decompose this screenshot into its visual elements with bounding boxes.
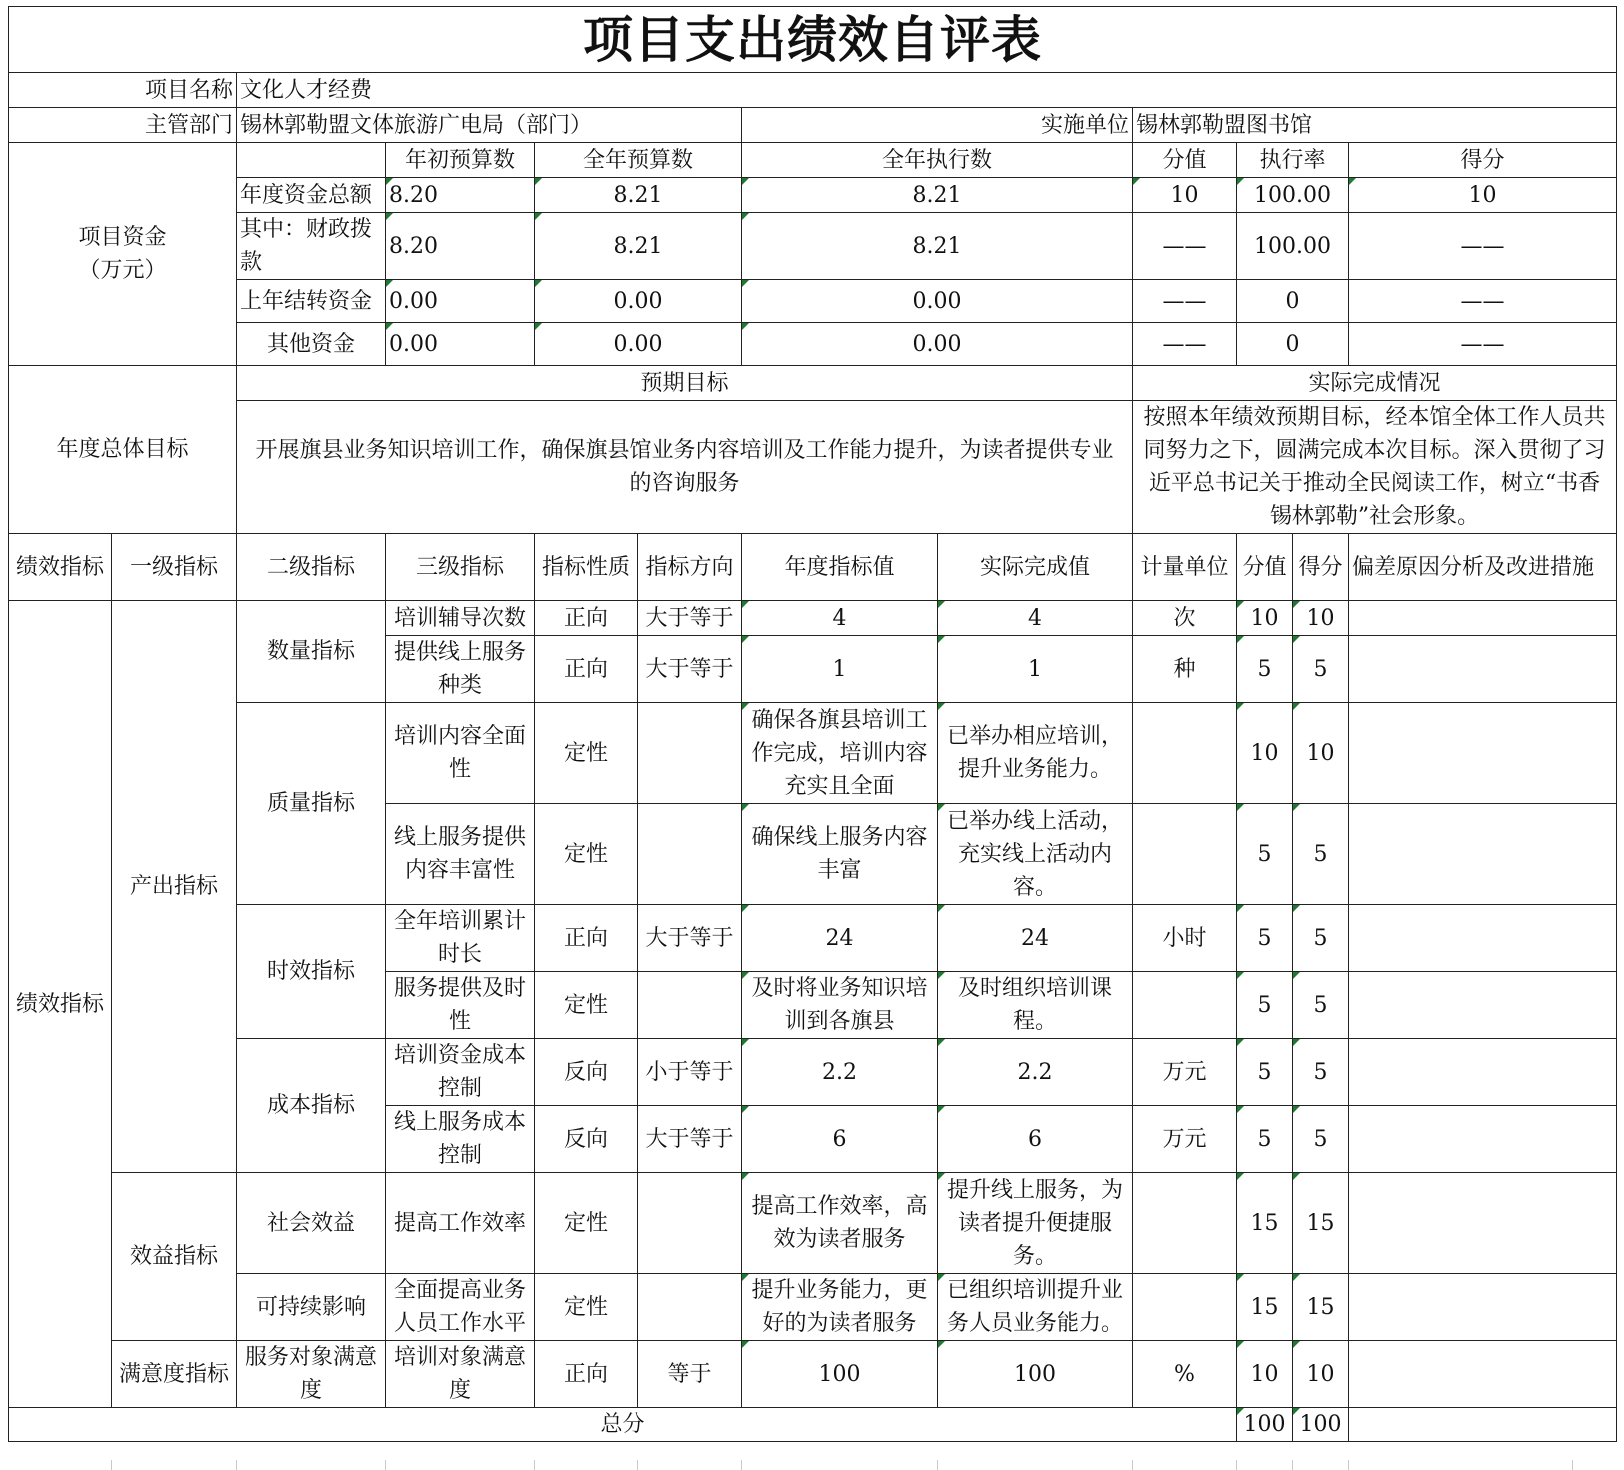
deviation-cell — [1349, 1106, 1617, 1173]
unit-cell — [1133, 972, 1237, 1039]
actual-cell: 24 — [938, 905, 1133, 972]
deviation-cell — [1349, 601, 1617, 636]
unit-cell: 小时 — [1133, 905, 1237, 972]
funds-row-annual: 8.21 — [535, 178, 742, 213]
weight-cell: 10 — [1237, 703, 1293, 804]
unit-cell: 种 — [1133, 636, 1237, 703]
funds-row-score-value: —— — [1133, 280, 1237, 323]
nature-cell: 反向 — [535, 1039, 638, 1106]
nature-cell: 定性 — [535, 804, 638, 905]
actual-cell: 提升线上服务，为读者提升便捷服务。 — [938, 1173, 1133, 1274]
deviation-cell — [1349, 905, 1617, 972]
unit-cell: 次 — [1133, 601, 1237, 636]
unit-cell: 万元 — [1133, 1039, 1237, 1106]
direction-cell: 大于等于 — [638, 601, 742, 636]
funds-label — [9, 143, 237, 366]
total-deviation — [1349, 1408, 1617, 1442]
goals-expected-text: 开展旗县业务知识培训工作，确保旗县馆业务内容培训及工作能力提升，为读者提供专业的咨询服务 — [237, 401, 1133, 534]
project-name-value: 文化人才经费 — [237, 73, 1617, 108]
direction-cell — [638, 1173, 742, 1274]
funds-label-unit: （万元） — [78, 258, 167, 283]
direction-cell: 大于等于 — [638, 636, 742, 703]
funds-row-name: 年度资金总额 — [237, 178, 386, 213]
weight-cell: 5 — [1237, 1106, 1293, 1173]
funds-row-rate: 100.00 — [1237, 213, 1349, 280]
score-cell: 5 — [1293, 972, 1349, 1039]
funds-row-annual: 0.00 — [535, 323, 742, 366]
level2-service-satisfaction: 服务对象满意度 — [237, 1341, 386, 1408]
level3-cell: 培训辅导次数 — [386, 601, 535, 636]
funds-row-rate: 0 — [1237, 323, 1349, 366]
weight-cell: 10 — [1237, 1341, 1293, 1408]
nature-cell: 正向 — [535, 1341, 638, 1408]
funds-row-score-value: —— — [1133, 323, 1237, 366]
ind-header-score: 得分 — [1293, 534, 1349, 601]
unit-cell: 万元 — [1133, 1106, 1237, 1173]
total-label: 总分 — [9, 1408, 1237, 1442]
sheet-gridlines — [8, 1460, 1616, 1470]
ind-header-level3: 三级指标 — [386, 534, 535, 601]
target-cell: 提高工作效率，高效为读者服务 — [742, 1173, 938, 1274]
nature-cell: 反向 — [535, 1106, 638, 1173]
funds-row-score: 10 — [1349, 178, 1617, 213]
score-cell: 5 — [1293, 636, 1349, 703]
level2-social: 社会效益 — [237, 1173, 386, 1274]
score-cell: 5 — [1293, 804, 1349, 905]
weight-cell: 5 — [1237, 1039, 1293, 1106]
deviation-cell — [1349, 636, 1617, 703]
indicator-row — [9, 703, 1617, 804]
direction-cell — [638, 972, 742, 1039]
ind-header-deviation: 偏差原因分析及改进措施 — [1349, 534, 1617, 601]
level3-cell: 提供线上服务种类 — [386, 636, 535, 703]
ind-header-actual: 实际完成值 — [938, 534, 1133, 601]
actual-cell: 已举办相应培训，提升业务能力。 — [938, 703, 1133, 804]
funds-header-score-value: 分值 — [1133, 143, 1237, 178]
goals-actual-header: 实际完成情况 — [1133, 366, 1617, 401]
funds-row-rate: 0 — [1237, 280, 1349, 323]
target-cell: 6 — [742, 1106, 938, 1173]
funds-row-score-value: 10 — [1133, 178, 1237, 213]
funds-row-executed: 0.00 — [742, 280, 1133, 323]
direction-cell: 大于等于 — [638, 905, 742, 972]
ind-header-direction: 指标方向 — [638, 534, 742, 601]
direction-cell — [638, 1274, 742, 1341]
level1-satisfaction: 满意度指标 — [112, 1341, 237, 1408]
target-cell: 1 — [742, 636, 938, 703]
direction-cell: 大于等于 — [638, 1106, 742, 1173]
weight-cell: 5 — [1237, 972, 1293, 1039]
weight-cell: 15 — [1237, 1173, 1293, 1274]
score-cell: 10 — [1293, 1341, 1349, 1408]
level3-cell: 培训内容全面性 — [386, 703, 535, 804]
nature-cell: 正向 — [535, 601, 638, 636]
dept-label: 主管部门 — [9, 108, 237, 143]
funds-label-text: 项目资金 — [78, 225, 167, 250]
deviation-cell — [1349, 703, 1617, 804]
actual-cell: 6 — [938, 1106, 1133, 1173]
level3-cell: 培训资金成本控制 — [386, 1039, 535, 1106]
direction-cell: 等于 — [638, 1341, 742, 1408]
funds-header-initial: 年初预算数 — [386, 143, 535, 178]
score-cell: 15 — [1293, 1274, 1349, 1341]
indicator-row — [9, 1274, 1617, 1341]
nature-cell: 定性 — [535, 1173, 638, 1274]
ind-header-weight: 分值 — [1237, 534, 1293, 601]
actual-cell: 已组织培训提升业务人员业务能力。 — [938, 1274, 1133, 1341]
score-cell: 5 — [1293, 905, 1349, 972]
performance-table — [8, 6, 1617, 1442]
weight-cell: 5 — [1237, 636, 1293, 703]
level3-cell: 线上服务提供内容丰富性 — [386, 804, 535, 905]
ind-header-unit: 计量单位 — [1133, 534, 1237, 601]
funds-row-score-value: —— — [1133, 213, 1237, 280]
level2-cost: 成本指标 — [237, 1039, 386, 1173]
level3-cell: 全面提高业务人员工作水平 — [386, 1274, 535, 1341]
indicator-row — [9, 1039, 1617, 1106]
score-cell: 10 — [1293, 601, 1349, 636]
funds-row-score: —— — [1349, 323, 1617, 366]
direction-cell — [638, 703, 742, 804]
funds-row-score: —— — [1349, 213, 1617, 280]
level1-output: 产出指标 — [112, 601, 237, 1173]
weight-cell: 10 — [1237, 601, 1293, 636]
indicator-row — [9, 905, 1617, 972]
unit-value: 锡林郭勒盟图书馆 — [1133, 108, 1617, 143]
level3-cell: 提高工作效率 — [386, 1173, 535, 1274]
funds-row-name: 其他资金 — [237, 323, 386, 366]
deviation-cell — [1349, 1039, 1617, 1106]
level1-benefit: 效益指标 — [112, 1173, 237, 1341]
unit-label: 实施单位 — [742, 108, 1133, 143]
level3-cell: 培训对象满意度 — [386, 1341, 535, 1408]
dept-value: 锡林郭勒盟文体旅游广电局（部门） — [237, 108, 742, 143]
score-cell: 10 — [1293, 703, 1349, 804]
indicator-row — [9, 1341, 1617, 1408]
weight-cell: 5 — [1237, 905, 1293, 972]
funds-row-name: 上年结转资金 — [237, 280, 386, 323]
target-cell: 2.2 — [742, 1039, 938, 1106]
unit-cell — [1133, 1173, 1237, 1274]
funds-header-score: 得分 — [1349, 143, 1617, 178]
indicator-row — [9, 601, 1617, 636]
funds-row-initial: 0.00 — [386, 280, 535, 323]
ind-header-level1: 一级指标 — [112, 534, 237, 601]
level3-cell: 线上服务成本控制 — [386, 1106, 535, 1173]
actual-cell: 2.2 — [938, 1039, 1133, 1106]
unit-cell — [1133, 804, 1237, 905]
nature-cell: 正向 — [535, 905, 638, 972]
goals-expected-header: 预期目标 — [237, 366, 1133, 401]
target-cell: 提升业务能力，更好的为读者服务 — [742, 1274, 938, 1341]
funds-header-rate: 执行率 — [1237, 143, 1349, 178]
funds-row-rate: 100.00 — [1237, 178, 1349, 213]
unit-cell: % — [1133, 1341, 1237, 1408]
actual-cell: 及时组织培训课程。 — [938, 972, 1133, 1039]
funds-row-initial: 0.00 — [386, 323, 535, 366]
funds-row — [9, 213, 1617, 280]
funds-row — [9, 280, 1617, 323]
target-cell: 100 — [742, 1341, 938, 1408]
level3-cell: 全年培训累计时长 — [386, 905, 535, 972]
actual-cell: 已举办线上活动，充实线上活动内容。 — [938, 804, 1133, 905]
page-title: 项目支出绩效自评表 — [9, 7, 1617, 73]
ind-header-nature: 指标性质 — [535, 534, 638, 601]
funds-row-executed: 8.21 — [742, 213, 1133, 280]
deviation-cell — [1349, 1173, 1617, 1274]
ind-header-perf: 绩效指标 — [9, 534, 112, 601]
deviation-cell — [1349, 1341, 1617, 1408]
deviation-cell — [1349, 804, 1617, 905]
level2-quantity: 数量指标 — [237, 601, 386, 703]
nature-cell: 定性 — [535, 1274, 638, 1341]
actual-cell: 100 — [938, 1341, 1133, 1408]
funds-row-score: —— — [1349, 280, 1617, 323]
level3-cell: 服务提供及时性 — [386, 972, 535, 1039]
funds-row — [9, 323, 1617, 366]
target-cell: 4 — [742, 601, 938, 636]
target-cell: 24 — [742, 905, 938, 972]
level2-sustainable: 可持续影响 — [237, 1274, 386, 1341]
funds-row-executed: 0.00 — [742, 323, 1133, 366]
actual-cell: 1 — [938, 636, 1133, 703]
score-cell: 15 — [1293, 1173, 1349, 1274]
nature-cell: 定性 — [535, 972, 638, 1039]
total-weight: 100 — [1237, 1408, 1293, 1442]
goals-label: 年度总体目标 — [9, 366, 237, 534]
target-cell: 及时将业务知识培训到各旗县 — [742, 972, 938, 1039]
target-cell: 确保线上服务内容丰富 — [742, 804, 938, 905]
level2-quality: 质量指标 — [237, 703, 386, 905]
nature-cell: 定性 — [535, 703, 638, 804]
indicator-row — [9, 1173, 1617, 1274]
direction-cell: 小于等于 — [638, 1039, 742, 1106]
funds-row-initial: 8.20 — [386, 213, 535, 280]
unit-cell — [1133, 703, 1237, 804]
target-cell: 确保各旗县培训工作完成，培训内容充实且全面 — [742, 703, 938, 804]
self-evaluation-sheet — [8, 6, 1616, 1460]
funds-row-annual: 8.21 — [535, 213, 742, 280]
funds-row-annual: 0.00 — [535, 280, 742, 323]
direction-cell — [638, 804, 742, 905]
score-cell: 5 — [1293, 1039, 1349, 1106]
deviation-cell — [1349, 972, 1617, 1039]
funds-row — [9, 178, 1617, 213]
weight-cell: 15 — [1237, 1274, 1293, 1341]
goals-actual-text: 按照本年绩效预期目标，经本馆全体工作人员共同努力之下，圆满完成本次目标。深入贯彻了习近平总书记关于推动全民阅读工作，树立“书香锡林郭勒”社会形象。 — [1133, 401, 1617, 534]
nature-cell: 正向 — [535, 636, 638, 703]
level2-timeliness: 时效指标 — [237, 905, 386, 1039]
weight-cell: 5 — [1237, 804, 1293, 905]
funds-header-annual: 全年预算数 — [535, 143, 742, 178]
funds-row-executed: 8.21 — [742, 178, 1133, 213]
ind-header-level2: 二级指标 — [237, 534, 386, 601]
funds-header-blank — [237, 143, 386, 178]
score-cell: 5 — [1293, 1106, 1349, 1173]
unit-cell — [1133, 1274, 1237, 1341]
ind-header-target: 年度指标值 — [742, 534, 938, 601]
perf-label: 绩效指标 — [9, 601, 112, 1408]
funds-header-executed: 全年执行数 — [742, 143, 1133, 178]
funds-row-initial: 8.20 — [386, 178, 535, 213]
total-score: 100 — [1293, 1408, 1349, 1442]
project-name-label: 项目名称 — [9, 73, 237, 108]
actual-cell: 4 — [938, 601, 1133, 636]
deviation-cell — [1349, 1274, 1617, 1341]
funds-row-name: 其中：财政拨款 — [237, 213, 386, 280]
